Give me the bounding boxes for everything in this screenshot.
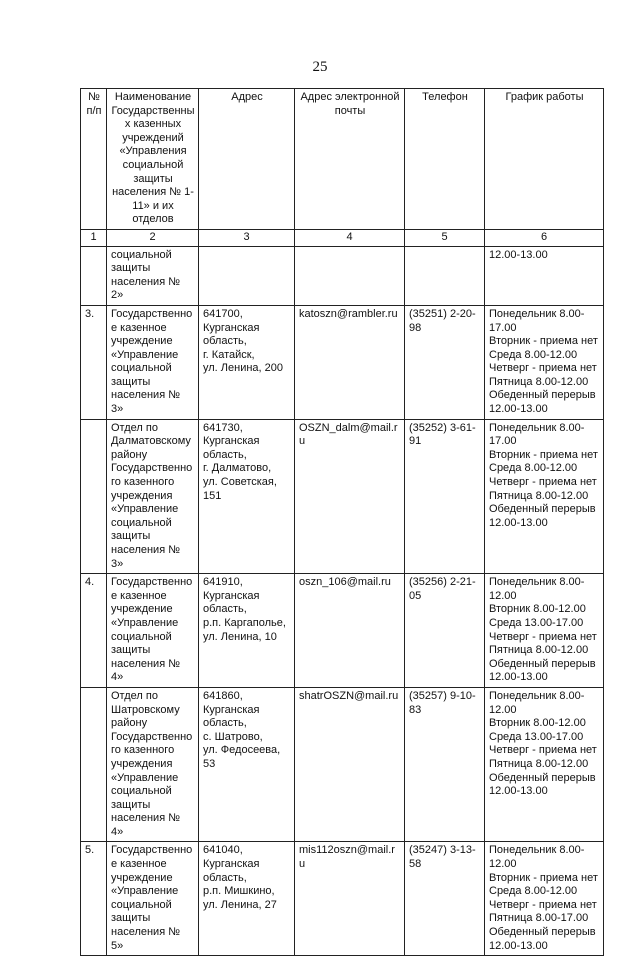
table-row [81, 246, 604, 305]
email [295, 246, 405, 305]
address: 641040, Курганская область, р.п. Мишкино, ул. Ленина, 27 [199, 842, 295, 956]
institution-name: социальной защиты населения № 2» [107, 246, 199, 305]
table-header-row [81, 89, 604, 230]
header-email: Адрес электронной почты [295, 89, 405, 230]
phone [405, 246, 485, 305]
row-number [81, 419, 107, 574]
email: OSZN_dalm@mail.ru [295, 419, 405, 574]
row-number: 3. [81, 305, 107, 419]
column-number: 2 [107, 229, 199, 246]
column-number: 5 [405, 229, 485, 246]
table-row [81, 842, 604, 956]
email: mis112oszn@mail.ru [295, 842, 405, 956]
institution-name: Государственное казенное учреждение «Управление социальной защиты населения № 5» [107, 842, 199, 956]
table-row [81, 419, 604, 574]
institution-name: Государственное казенное учреждение «Управление социальной защиты населения № 3» [107, 305, 199, 419]
phone: (35251) 2-20-98 [405, 305, 485, 419]
address: 641730, Курганская область, г. Далматово, ул. Советская, 151 [199, 419, 295, 574]
row-number: 5. [81, 842, 107, 956]
schedule: Понедельник 8.00-12.00 Вторник 8.00-12.00 Среда 13.00-17.00 Четверг - приема нет Пятница 8.00-12.00 Обеденный перерыв 12.00-13.00 [485, 687, 604, 842]
header-address: Адрес [199, 89, 295, 230]
schedule: 12.00-13.00 [485, 246, 604, 305]
institution-name: Отдел по Шатровскому району Государственного казенного учреждения «Управление социальной защиты населения № 4» [107, 687, 199, 842]
address [199, 246, 295, 305]
column-number: 1 [81, 229, 107, 246]
offices-table [80, 88, 604, 956]
institution-name: Отдел по Далматовскому району Государственного казенного учреждения «Управление социальной защиты населения № 3» [107, 419, 199, 574]
schedule: Понедельник 8.00-17.00 Вторник - приема нет Среда 8.00-12.00 Четверг - приема нет Пятница 8.00-12.00 Обеденный перерыв 12.00-13.00 [485, 419, 604, 574]
schedule: Понедельник 8.00-12.00 Вторник 8.00-12.00 Среда 13.00-17.00 Четверг - приема нет Пятница 8.00-12.00 Обеденный перерыв 12.00-13.00 [485, 574, 604, 688]
phone: (35257) 9-10-83 [405, 687, 485, 842]
header-number: № п/п [81, 89, 107, 230]
schedule: Понедельник 8.00-12.00 Вторник - приема нет Среда 8.00-12.00 Четверг - приема нет Пятница 8.00-17.00 Обеденный перерыв 12.00-13.00 [485, 842, 604, 956]
phone: (35247) 3-13-58 [405, 842, 485, 956]
column-number: 3 [199, 229, 295, 246]
table-row [81, 305, 604, 419]
column-number: 6 [485, 229, 604, 246]
address: 641700, Курганская область, г. Катайск, ул. Ленина, 200 [199, 305, 295, 419]
institution-name: Государственное казенное учреждение «Управление социальной защиты населения № 4» [107, 574, 199, 688]
page-number: 25 [312, 59, 328, 75]
row-number: 4. [81, 574, 107, 688]
header-schedule: График работы [485, 89, 604, 230]
column-numbers-row [81, 229, 604, 246]
column-number: 4 [295, 229, 405, 246]
email: shatrOSZN@mail.ru [295, 687, 405, 842]
email: katoszn@rambler.ru [295, 305, 405, 419]
header-phone: Телефон [405, 89, 485, 230]
header-name: Наименование Государственных казенных учреждений «Управления социальной защиты населения № 1-11» и их отделов [107, 89, 199, 230]
table-row [81, 574, 604, 688]
phone: (35256) 2-21-05 [405, 574, 485, 688]
row-number [81, 246, 107, 305]
schedule: Понедельник 8.00-17.00 Вторник - приема нет Среда 8.00-12.00 Четверг - приема нет Пятница 8.00-12.00 Обеденный перерыв 12.00-13.00 [485, 305, 604, 419]
address: 641910, Курганская область, р.п. Каргаполье, ул. Ленина, 10 [199, 574, 295, 688]
row-number [81, 687, 107, 842]
email: oszn_106@mail.ru [295, 574, 405, 688]
address: 641860, Курганская область, с. Шатрово, ул. Федосеева, 53 [199, 687, 295, 842]
phone: (35252) 3-61-91 [405, 419, 485, 574]
table-row [81, 687, 604, 842]
